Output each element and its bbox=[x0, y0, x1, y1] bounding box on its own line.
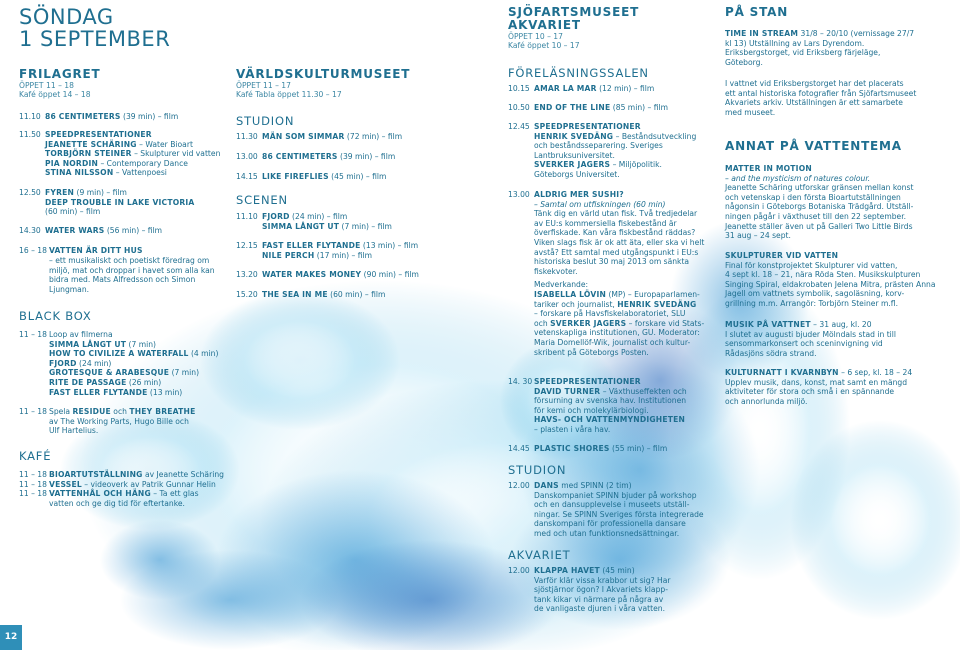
text-block: I vattnet vid Eriksbergstorget har det placerats ett antal historiska fotografier från Sjöfartsmuseet Akvariets arkiv. Utställningen är ett samarbete med museet. bbox=[725, 79, 917, 117]
studion-heading: STUDION bbox=[236, 114, 295, 128]
event-item: 10.50 END OF THE LINE (85 min) – film bbox=[508, 103, 669, 112]
text-block: KULTURNATT I KVARNBYN – 6 sep, kl. 18 – 24 Upplev musik, dans, konst, mat samt en mängd aktiviteter för stora och små i en spännande och annorlunda miljö. bbox=[725, 368, 913, 406]
event-item: 10.15 AMAR LA MAR (12 min) – film bbox=[508, 84, 655, 93]
event-item: 13.00 ALDRIG MER SUSHI? – Samtal om utfiskningen (60 min) Tänk dig en värld utan fisk. Två tredjedelar av EU:s kommersiella fiskebestånd är överfiskade. Kan våra fiskbestånd räddas? Viken slags fisk är ok att äta, eller ska vi helt avstå? Ett samtal med utgångspunkt i EU:s historiska beslut 30 maj 2013 om sänkta fiskekvoter. Medverkande: ISABELLA LÖVIN (MP) – Europaparlamen- tariker och journalist, HENRIK SVEDÄNG – forskare på Havsfiskelaboratoriet, SLU och SVERKER JAGERS – forskare vid Stats- vetenskapliga institutionen, GU. Moderator: Maria Domellöf-Wik, journalist och kultur- skribent på Göteborgs Posten. bbox=[508, 190, 705, 357]
event-item: 14.30 WATER WARS (56 min) – film bbox=[19, 226, 163, 235]
event-item: 11.10 86 CENTIMETERS (39 min) – film bbox=[19, 112, 179, 121]
text-block: TIME IN STREAM 31/8 – 20/10 (vernissage 27/7 kl 13) Utställning av Lars Dyrendom. Eriksbergstorget, vid Eriksberg färjeläge, Göteborg. bbox=[725, 29, 915, 67]
page-number: 12 bbox=[0, 625, 22, 650]
event-item: 15.20 THE SEA IN ME (60 min) – film bbox=[236, 290, 386, 299]
event-item: 16 – 18 VATTEN ÄR DITT HUS bbox=[19, 246, 143, 255]
frilagret-cafe: Kafé öppet 14 – 18 bbox=[19, 90, 91, 100]
event-item: 12.00 KLAPPA HAVET (45 min) Varför klär vissa krabbor ut sig? Har sjöstjärnor ögon? I Akvariets klapp- tank kikar vi närmare på några av de vanligaste djuren i våra vatten. bbox=[508, 566, 671, 614]
akvariet-heading: AKVARIET bbox=[508, 548, 571, 562]
event-item: 11.10 FJORD (24 min) – film SIMMA LÅNGT UT (7 min) – film bbox=[236, 212, 392, 231]
text-block: MATTER IN MOTION – and the mysticism of natures colour. Jeanette Schäring utforskar gränsen mellan konst och vetenskap i den första Bioartutställningen någonsin i Göteborgs Botaniska Trädgård. Utställ- ningen pågår i växthuset till den 22 september. Jeanette ställer även ut på Galleri Two Little Birds 31 aug – 24 sept. bbox=[725, 164, 914, 241]
event-item: 11 – 18 Spela RESIDUE och THEY BREATHE av The Working Parts, Hugo Bille och Ulf Hartelius. bbox=[19, 407, 196, 436]
pa-stan-title: PÅ STAN bbox=[725, 5, 789, 19]
forelasningssalen-heading: FÖRELÄSNINGSSALEN bbox=[508, 66, 649, 80]
event-item: 11 – 18 Loop av filmerna SIMMA LÅNGT UT (7 min) HOW TO CIVILIZE A WATERFALL (4 min) FJORD (24 min) GROTESQUE & ARABESQUE (7 min) RITE DE PASSAGE (26 min) FAST ELLER FLYTANDE (13 min) bbox=[19, 330, 219, 397]
event-item: 11.50 SPEEDPRESENTATIONER JEANETTE SCHÄRING – Water Bioart TORBJÖRN STEINER – Skulpturer vid vatten PIA NORDIN – Contemporary Dance STINA NILSSON – Vattenpoesi bbox=[19, 130, 221, 178]
event-item: 13.00 86 CENTIMETERS (39 min) – film bbox=[236, 152, 396, 161]
event-item: 11.30 MÄN SOM SIMMAR (72 min) – film bbox=[236, 132, 403, 141]
scenen-heading: SCENEN bbox=[236, 193, 288, 207]
kafe-list: 11 – 18 BIOARTUTSTÄLLNING av Jeanette Schäring 11 – 18 VESSEL – videoverk av Patrik Gunnar Helin 11 – 18 VATTENHÅL OCH HÄNG – Ta ett glas vatten och ge dig tid för eftertanke. bbox=[19, 470, 224, 508]
event-item: 13.20 WATER MAKES MONEY (90 min) – film bbox=[236, 270, 419, 279]
day-heading: SÖNDAG bbox=[19, 5, 114, 29]
museum-title: VÄRLDSKULTURMUSEET bbox=[236, 67, 411, 81]
event-item: 12.00 DANS med SPINN (2 tim) Danskompaniet SPINN bjuder på workshop och en dansupplevelse i museets utställ- ningar. Se SPINN Sveriges första integrerade danskompani för professionella dansare med och utan funktionsnedsättningar. bbox=[508, 481, 704, 538]
studion-heading: STUDION bbox=[508, 463, 567, 477]
text-block: SKULPTURER VID VATTEN Final för konstprojektet Skulpturer vid vatten, 4 sept kl. 18 – 21, nära Röda Sten. Musikskulpturen Singing Spiral, eldakrobaten Jelena Mitra, prästen Anna Jagell om vattnets symbolik, sagoläsning, korv- grillning m.m. Arrangör: Torbjörn Steiner m.fl. bbox=[725, 251, 936, 308]
date-heading: 1 SEPTEMBER bbox=[19, 27, 171, 51]
frilagret-open: ÖPPET 11 – 18 bbox=[19, 81, 74, 90]
text-block: MUSIK PÅ VATTNET – 31 aug, kl. 20 I slutet av augusti bjuder Mölndals stad in till sensommarkonsert och sceninvigning vid Rådasjöns södra strand. bbox=[725, 320, 897, 358]
kafe-title: KAFÉ bbox=[19, 449, 52, 463]
frilagret-title: FRILAGRET bbox=[19, 67, 101, 81]
program-page: SÖNDAG 1 SEPTEMBER FRILAGRET ÖPPET 11 – 18 Kafé öppet 14 – 18 11.10 86 CENTIMETERS (39 min) – film 11.50 SPEEDPRESENTATIONER JEANETTE SCHÄRING – Water Bioart TORBJÖRN STEINER – Skulpturer vid vatten PIA NORDIN – Contemporary Dance STINA NILSSON – Vattenpoesi 12.50 FYREN (9 min) – film DEEP TROUBLE IN LAKE VICTORIA (60 min) – film 14.30 WATER WARS (56 min) – film 16 – 18 VATTEN ÄR DITT HUS – ett musikaliskt och poetiskt föredrag om miljö, mat och droppar i havet som alla kan bidra med. Mats Alfredsson och Simon Ljungman. BLACK BOX 11 – 18 Loop av filmerna SIMMA LÅNGT UT (7 min) HOW TO CIVILIZE A WATERFALL (4 min) FJORD (24 min) GROTESQUE & ARABESQUE (7 min) RITE DE PASSAGE (26 min) FAST ELLER FLYTANDE (13 min) 11 – 18 Spela RESIDUE och THEY BREATHE av The Working Parts, Hugo Bille och Ulf Hartelius. KAFÉ 11 – 18 BIOARTUTSTÄLLNING av Jeanette Schäring 11 – 18 VESSEL – videoverk av Patrik Gunnar Helin 11 – 18 VATTENHÅL OCH HÄNG – Ta ett glas vatten och ge dig tid för eftertanke. VÄRLDSKULTURMUSEET ÖPPET 11 – 17 Kafé Tabla öppet 11.30 – 17 STUDION 11.30 MÄN SOM SIMMAR (72 min) – film 13.00 86 CENTIMETERS (39 min) – film 14.15 LIKE FIREFLIES (45 min) – film SCENEN 11.10 FJORD (24 min) – film SIMMA LÅNGT UT (7 min) – film 12.15 FAST ELLER FLYTANDE (13 min) – film NILE PERCH (17 min) – film 13.20 WATER MAKES MONEY (90 min) – film 15.20 THE SEA IN ME (60 min) – film SJÖFARTSMUSEET AKVARIET ÖPPET 10 – 17 Kafé öppet 10 – 17 FÖRELÄSNINGSSALEN 10.15 AMAR LA MAR (12 min) – film 10.50 END OF THE LINE (85 min) – film 12.45 SPEEDPRESENTATIONER HENRIK SVEDÄNG – Beståndsutveckling och beståndsseparering. Sveriges Lantbruksuniversitet. SVERKER JAGERS – Miljöpolitik. Göteborgs Universitet. 13.00 ALDRIG MER SUSHI? – Samtal om utfiskningen (60 min) Tänk dig en värld utan fisk. Två tredjedelar av EU:s kommersiella fiskebestånd är överfiskade. Kan våra fiskbestånd räddas? Viken slags fisk är ok att äta, eller ska vi helt avstå? Ett samtal med utgångspunkt i EU:s historiska beslut 30 maj 2013 om sänkta fiskekvoter. Medverkande: ISABELLA LÖVIN (MP) – Europaparlamen- tariker och journalist, HENRIK SVEDÄNG – forskare på Havsfiskelaboratoriet, SLU och SVERKER JAGERS – forskare vid Stats- vetenskapliga institutionen, GU. Moderator: Maria Domellöf-Wik, journalist och kultur- skribent på Göteborgs Posten. 14. 30 SPEEDPRESENTATIONER DAVID TURNER – Växthuseffekten och försurning av svenska hav. Institutionen för kemi och molekylärbiologi. HAVS- OCH VATTENMYNDIGHETEN – plasten i våra hav. 14.45 PLASTIC SHORES (55 min) – film STUDION 12.00 DANS med SPINN (2 tim) Danskompaniet SPINN bjuder på workshop och en dansupplevelse i museets utställ- ningar. Se SPINN Sveriges första integrerade danskompani för professionella dansare med och utan funktionsnedsättningar. AKVARIET 12.00 KLAPPA HAVET (45 min) Varför klär vissa krabbor ut sig? Har sjöstjärnor ögon? I Akvariets klapp- tank kikar vi närmare på några av de vanligaste djuren i våra vatten. PÅ STAN TIME IN STREAM 31/8 – 20/10 (vernissage 27/7 kl 13) Utställning av Lars Dyrendom. Eriksbergstorget, vid Eriksberg färjeläge, Göteborg. I vattnet vid Eriksbergstorget har det placerats ett antal historiska fotografier från Sjöfartsmuseet Akvariets arkiv. Utställningen är ett samarbete med museet. ANNAT PÅ VATTENTEMA MATTER IN MOTION – and the mysticism of natures colour. Jeanette Schäring utforskar gränsen mellan konst och vetenskap i den första Bioartutställningen någonsin i Göteborgs Botaniska Trädgård. Utställ- ningen pågår i växthuset till den 22 september. Jeanette ställer även ut på Galleri Two Little Birds 31 aug – 24 sept. SKULPTURER VID VATTEN Final för konstprojektet Skulpturer vid vatten, 4 sept kl. 18 – 21, nära Röda Sten. Musikskulpturen Singing Spiral, eldakrobaten Jelena Mitra, prästen Anna Jagell om vattnets symbolik, sagoläsning, korv- grillning m.m. Arrangör: Torbjörn Steiner m.fl. MUSIK PÅ VATTNET – 31 aug, kl. 20 I slutet av augusti bjuder Mölndals stad in till sensommarkonsert och sceninvigning vid Rådasjöns södra strand. KULTURNATT I KVARNBYN – 6 sep, kl. 18 – 24 Upplev musik, dans, konst, mat samt en mängd aktiviteter för stora och små i en spännande och annorlunda miljö. 12 bbox=[0, 0, 960, 650]
event-item: 14.15 LIKE FIREFLIES (45 min) – film bbox=[236, 172, 387, 181]
event-item: 12.15 FAST ELLER FLYTANDE (13 min) – film NILE PERCH (17 min) – film bbox=[236, 241, 419, 260]
event-item: 12.50 FYREN (9 min) – film DEEP TROUBLE IN LAKE VICTORIA (60 min) – film bbox=[19, 188, 195, 217]
event-item: 14.45 PLASTIC SHORES (55 min) – film bbox=[508, 444, 668, 453]
blackbox-title: BLACK BOX bbox=[19, 309, 92, 323]
museum-title: SJÖFARTSMUSEET bbox=[508, 5, 640, 19]
event-item: 14. 30 SPEEDPRESENTATIONER DAVID TURNER – Växthuseffekten och försurning av svenska hav. Institutionen för kemi och molekylärbiologi. HAVS- OCH VATTENMYNDIGHETEN – plasten i våra hav. bbox=[508, 377, 687, 434]
annat-title: ANNAT PÅ VATTENTEMA bbox=[725, 139, 902, 153]
event-item: 12.45 SPEEDPRESENTATIONER HENRIK SVEDÄNG – Beståndsutveckling och beståndsseparering. Sveriges Lantbruksuniversitet. SVERKER JAGERS – Miljöpolitik. Göteborgs Universitet. bbox=[508, 122, 697, 179]
